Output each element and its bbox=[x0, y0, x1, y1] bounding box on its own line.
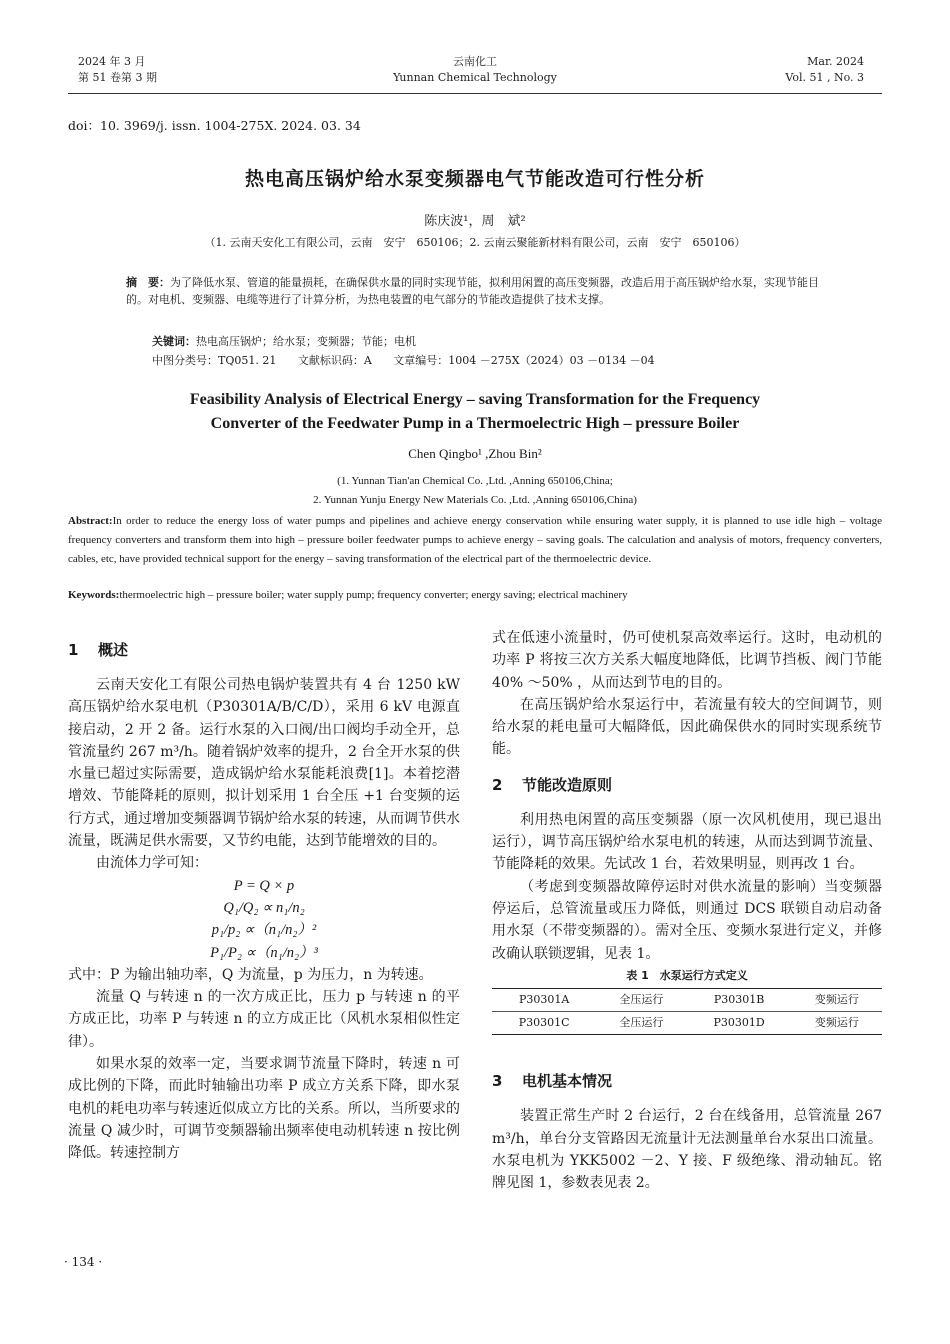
keywords-cn bbox=[152, 333, 416, 349]
section-2-title: 节能改造原则 bbox=[522, 775, 613, 794]
equation-1: P = Q × p bbox=[233, 877, 295, 894]
header-date-en: Mar. 2024 bbox=[807, 55, 864, 68]
header-journal-en: Yunnan Chemical Technology bbox=[393, 71, 557, 84]
keywords-cn-label: 关键词： bbox=[152, 335, 196, 348]
table-cell: P30301D bbox=[713, 1016, 765, 1030]
header-right bbox=[785, 54, 864, 86]
paragraph: 由流体力学可知： bbox=[96, 855, 208, 872]
keywords-cn-text: 热电高压锅炉；给水泵；变频器；节能；电机 bbox=[196, 335, 416, 348]
document-code: 文献标识码：A bbox=[297, 354, 372, 367]
affiliations-cn: （1. 云南天安化工有限公司，云南 安宁 650106；2. 云南云聚能新材料有限公司，云南 安宁 650106） bbox=[204, 236, 746, 249]
paragraph: 如果水泵的效率一定，当要求调节流量下降时，转速 n 可成比例的下降，而此时轴输出功率 P 成立方关系下降，即水泵电机的耗电功率与转速近似成立方比的关系。所以，当所要求的流量 Q 减少时，可调节变频器输出频率使电动机转速 n 按比例降低。转速控制方 bbox=[68, 1056, 460, 1162]
section-3-heading bbox=[492, 1069, 882, 1105]
abstract-cn-text: 为了降低水泵、管道的能量损耗，在确保供水量的同时实现节能，拟利用闲置的高压变频器，改造后用于高压锅炉给水泵，实现节能目的。对电机、变频器、电缆等进行了计算分析，为热电装置的电气部分的节能改造提供了技术支撑。 bbox=[126, 276, 819, 306]
table-cell: 变频运行 bbox=[792, 988, 882, 1011]
abstract-en-label: Abstract: bbox=[68, 515, 113, 527]
affiliations-en-line2: 2. Yunnan Yunju Energy New Materials Co. ,Ltd. ,Anning 650106,China) bbox=[313, 494, 637, 506]
header-journal-cn: 云南化工 bbox=[453, 55, 497, 68]
paragraph: 利用热电闲置的高压变频器（原一次风机使用，现已退出运行），调节高压锅炉给水泵电机的转速，从而达到调节流量、节能降耗的效果。先试改 1 台，若效果明显，则再改 1 台。 bbox=[492, 811, 882, 873]
keywords-en-label: Keywords: bbox=[68, 589, 120, 601]
authors-cn: 陈庆波¹，周 斌² bbox=[424, 214, 526, 229]
table-row bbox=[492, 988, 882, 1011]
page-number: · 134 · bbox=[64, 1255, 103, 1269]
section-1-number: 1 bbox=[68, 641, 79, 659]
abstract-cn-label: 摘 要： bbox=[126, 276, 170, 289]
equation-2: Q₁/Q₂ ∝ n₁/n₂ bbox=[223, 899, 305, 916]
header-volume-cn: 第 51 卷第 3 期 bbox=[78, 71, 157, 84]
section-1-heading bbox=[68, 638, 460, 674]
body-left-column bbox=[68, 638, 460, 1165]
table-cell: P30301B bbox=[687, 988, 792, 1011]
section-3-number: 3 bbox=[492, 1072, 503, 1091]
table-cell: P30301A bbox=[492, 988, 596, 1011]
header-date-cn: 2024 年 3 月 bbox=[78, 55, 146, 68]
classification-cn bbox=[152, 352, 673, 368]
doi: doi：10. 3969/j. issn. 1004-275X. 2024. 03. 34 bbox=[68, 118, 361, 133]
body-right-column bbox=[492, 627, 882, 1195]
keywords-en-text: thermoelectric high – pressure boiler; water supply pump; frequency converter; energy saving; electrical machinery bbox=[119, 589, 628, 601]
paragraph: 流量 Q 与转速 n 的一次方成正比，压力 p 与转速 n 的平方成正比，功率 P 与转速 n 的立方成正比（风机水泵相似性定律）。 bbox=[68, 989, 460, 1050]
paragraph: 装置正常生产时 2 台运行，2 台在线备用，总管流量 267 m³/h，单台分支管路因无流量计无法测量单台水泵出口流量。水泵电机为 YKK5002 －2、Y 接、F 级绝缘、滑动轴瓦。铭牌见图 1，参数表见表 2。 bbox=[492, 1108, 882, 1192]
affiliations-en-line1: (1. Yunnan Tian'an Chemical Co. ,Ltd. ,Anning 650106,China; bbox=[337, 475, 613, 487]
title-en bbox=[0, 388, 950, 436]
article-number: 文章编号：1004 －275X（2024）03 －0134 －04 bbox=[393, 354, 655, 367]
section-3-title: 电机基本情况 bbox=[522, 1072, 613, 1091]
keywords-en bbox=[68, 589, 628, 601]
title-cn: 热电高压锅炉给水泵变频器电气节能改造可行性分析 bbox=[244, 168, 705, 190]
table-cell: 全压运行 bbox=[619, 1016, 664, 1030]
title-en-line2: Converter of the Feedwater Pump in a Thermoelectric High – pressure Boiler bbox=[210, 415, 740, 432]
section-2-number: 2 bbox=[492, 775, 503, 794]
table-cell: 变频运行 bbox=[814, 1016, 859, 1030]
table-1-caption: 表 1 水泵运行方式定义 bbox=[626, 968, 748, 982]
table-cell: 全压运行 bbox=[596, 988, 686, 1011]
section-1-title: 概述 bbox=[98, 641, 129, 659]
section-2-heading bbox=[492, 773, 882, 809]
table-1 bbox=[492, 988, 882, 1036]
equation-4: P₁/P₂ ∝（n₁/n₂）³ bbox=[210, 944, 318, 961]
abstract-en-text: In order to reduce the energy loss of water pumps and pipelines and achieve energy conservation while ensuring water supply, it is planned to use idle high – voltage frequency converters and transform them into high – pressure boiler feedwater pumps to achieve energy – saving goals. The calculation and analysis of motors, frequency converters, cables, etc, have provided technical support for the energy – saving transformation of the electrical part of the thermoelectric device. bbox=[68, 515, 882, 565]
paragraph: 式在低速小流量时，仍可使机泵高效率运行。这时，电动机的功率 P 将按三次方关系大幅度地降低，比调节挡板、阀门节能 40% ～50% ，从而达到节电的目的。 bbox=[492, 630, 882, 691]
paragraph: （考虑到变频器故障停运时对供水流量的影响）当变频器停运后，总管流量或压力降低，则通过 DCS 联锁自动启动备用水泵（不带变频器的）。需对全压、变频水泵进行定义，并修改确认联锁逻辑，见表 1。 bbox=[492, 878, 882, 962]
header-rule bbox=[68, 93, 882, 94]
header-volume-en: Vol. 51 , No. 3 bbox=[785, 71, 864, 84]
abstract-en bbox=[68, 512, 882, 569]
paragraph: 式中：P 为输出轴功率，Q 为流量，p 为压力，n 为转速。 bbox=[68, 966, 433, 983]
authors-en: Chen Qingbo¹ ,Zhou Bin² bbox=[408, 446, 542, 461]
affiliations-en bbox=[0, 472, 950, 510]
paragraph: 在高压锅炉给水泵运行中，若流量有较大的空间调节，则给水泵的耗电量可大幅降低，因此确保供水的同时实现系统节能。 bbox=[492, 696, 882, 758]
equation-3: p₁/p₂ ∝（n₁/n₂）² bbox=[211, 922, 317, 939]
title-en-line1: Feasibility Analysis of Electrical Energy – saving Transformation for the Frequency bbox=[189, 391, 761, 408]
paragraph: 云南天安化工有限公司热电锅炉装置共有 4 台 1250 kW 高压锅炉给水泵电机（P30301A/B/C/D），采用 6 kV 电源直接启动，2 开 2 备。运行水泵的入口阀/出口阀均手动全开，总管流量约 267 m³/h。随着锅炉效率的提升，2 台全开水泵的供水量已超过实际需要，造成锅炉给水泵能耗浪费[1]。本着挖潜增效、节能降耗的原则，拟计划采用 1 台全压 +1 台变频的运行方式，通过增加变频器调节锅炉给水泵的转速，从而调节供水流量，既满足供水需要，又节约电能，达到节能增效的目的。 bbox=[68, 677, 460, 850]
table-row bbox=[492, 1012, 882, 1035]
table-cell: P30301C bbox=[518, 1016, 570, 1030]
abstract-cn bbox=[126, 275, 828, 308]
clc-number: 中图分类号：TQ051. 21 bbox=[152, 354, 277, 367]
